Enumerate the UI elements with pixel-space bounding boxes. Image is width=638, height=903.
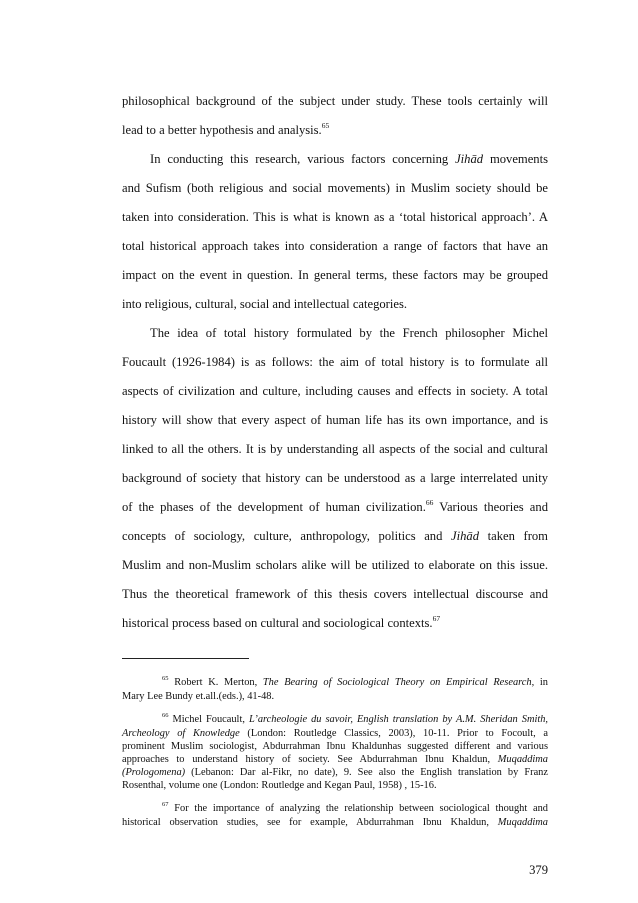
body-line: and Sufism (both religious and social movements) in Muslim society should be [122,181,548,195]
footnote-separator [122,658,249,659]
footnote-65: $^{65}$ Robert K. Merton, The Bearing of Sociological Theory on Empirical Research, in [162,675,548,688]
paragraph-start: In conducting this research, various factors concerning Jihād movements [150,152,549,166]
footnote-67: $^{67}$ For the importance of analyzing the relationship between sociological thought and [162,801,548,814]
body-line: philosophical background of the subject under study. These tools certainly will [122,94,548,108]
footnote-line: (Prologomena) (Lebanon: Dar al-Fikr, no date), 9. See also the English translation by Franz [122,767,548,778]
body-line: Muslim and non-Muslim scholars alike will be utilized to elaborate on this issue. [122,558,548,572]
footnote-line: Mary Lee Bundy et.all.(eds.), 41-48. [122,691,275,702]
footnote-line: Rosenthal, volume one (London: Routledge and Kegan Paul, 1958) , 15-16. [122,780,437,791]
body-line: aspects of civilization and culture, including causes and effects in society. A total [122,384,548,398]
footnote-line: approaches to understand history of society. See Abdurrahman Ibnu Khaldun, Muqaddima [122,754,548,765]
footnote-ref: 67 [432,614,441,623]
footnote-ref: 65 [321,121,330,130]
body-line: Foucault (1926-1984) is as follows: the aim of total history is to formulate all [122,355,548,369]
body-line: Thus the theoretical framework of this thesis covers intellectual discourse and [122,587,548,601]
body-line: history will show that every aspect of human life has its own importance, and is [122,413,548,427]
page-number: 379 [529,863,548,877]
body-line: background of society that history can be understood as a large interrelated unity [122,471,548,485]
footnote-line: historical observation studies, see for example, Abdurrahman Ibnu Khaldun, Muqaddima [122,817,548,828]
body-line: historical process based on cultural and sociological contexts.$^{67}$ [122,614,441,630]
paragraph-start: The idea of total history formulated by the French philosopher Michel [150,326,548,340]
body-line: lead to a better hypothesis and analysis.$^{65}$ [122,121,330,137]
body-line: total historical approach takes into consideration a range of factors that have an [122,239,548,253]
body-line: impact on the event in question. In general terms, these factors may be grouped [122,268,548,282]
body-line: taken into consideration. This is what is known as a ‘total historical approach’. A [122,210,548,224]
body-line: into religious, cultural, social and intellectual categories. [122,297,408,311]
footnote-line: Archeology of Knowledge (London: Routledge Classics, 2003), 10-11. Prior to Focoult, a [122,728,549,739]
footnote-66: $^{66}$ Michel Foucault, L’archeologie du savoir, English translation by A.M. Sheridan Smith, [162,712,549,725]
footnote-ref: 66 [425,498,434,507]
footnote-line: prominent Muslim sociologist, Abdurrahman Ibnu Khaldunhas suggested different and various [122,741,548,752]
body-line: linked to all the others. It is by understanding all aspects of the social and cultural [122,442,548,456]
body-line: of the phases of the development of human civilization.$^{66}$ Various theories and [122,498,548,514]
body-line: concepts of sociology, culture, anthropology, politics and Jihād taken from [122,529,548,543]
